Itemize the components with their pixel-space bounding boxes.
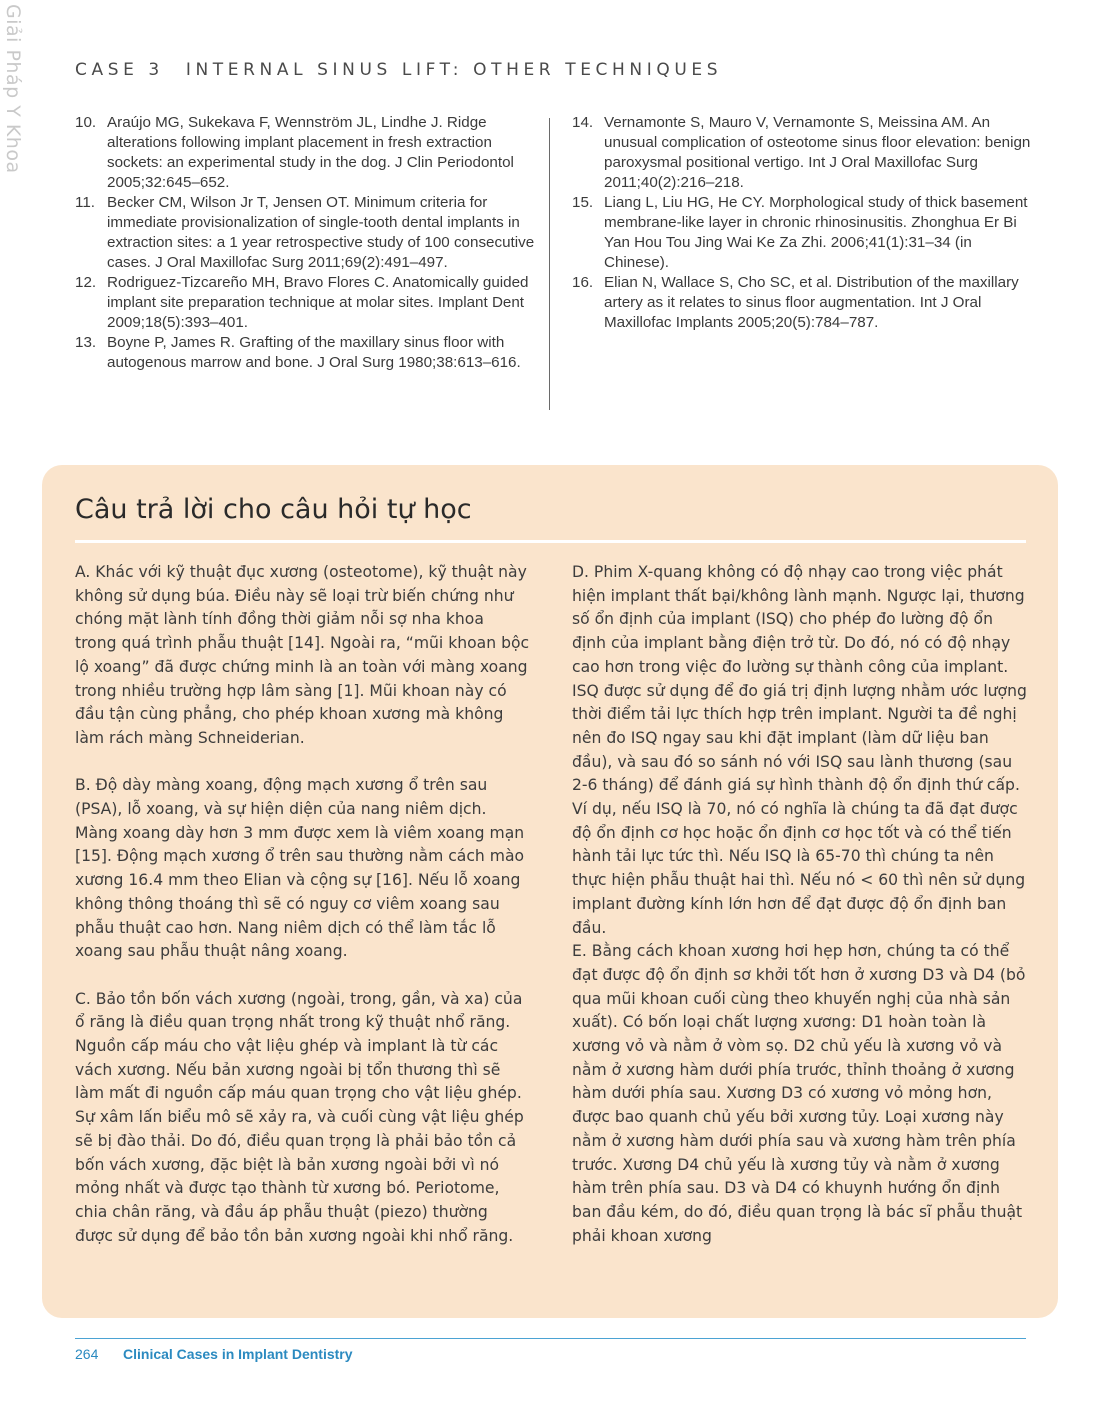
answers-left-column (75, 561, 530, 1248)
reference-item (572, 193, 1032, 273)
reference-item (572, 113, 1032, 193)
answer-c: C. Bảo tồn bốn vách xương (ngoài, trong, gần, và xa) của ổ răng là điều quan trọng nhất trong kỹ thuật nhổ răng. Nguồn cấp máu cho vật liệu ghép và implant là từ các vách xương. Nếu bản xương ngoài bị tổn thương thì sẽ làm mất đi nguồn cấp máu quan trọng cho vật liệu ghép. Sự xâm lấn biểu mô sẽ xảy ra, và cuối cùng vật liệu ghép sẽ bị đào thải. Do đó, điều quan trọng là phải bảo tồn cả bốn vách xương, đặc biệt là bản xương ngoài bởi vì nó mỏng nhất và được tạo thành từ xương bó. Periotome, chia chân răng, và đầu áp phẫu thuật (piezo) thường được sử dụng để bảo tồn bản xương ngoài khi nhổ răng. (75, 989, 524, 1245)
reference-number: 12. (75, 274, 97, 291)
reference-text: Rodriguez-Tizcareño MH, Bravo Flores C. Anatomically guided implant site preparation technique at molar sites. Implant Dent 2009;18(5):393–401. (107, 274, 529, 331)
reference-text: Becker CM, Wilson Jr T, Jensen OT. Minimum criteria for immediate provisionalization of single-tooth dental implants in extraction sites: a 1 year retrospective study of 100 consecutive cases. J Oral Maxillofac Surg 2011;69(2):491–497. (107, 194, 535, 271)
reference-number: 15. (572, 194, 594, 211)
answer-d: D. Phim X-quang không có độ nhạy cao trong việc phát hiện implant thất bại/không lành mạnh. Ngược lại, thương số ổn định của implant (ISQ) cho phép đo lường độ ổn định của implant bằng điện trở từ. Do đó, nó có độ nhạy cao hơn trong việc đo lường sự thành công của implant. ISQ được sử dụng để đo giá trị định lượng nhằm ước lượng thời điểm tải lực thích hợp trên implant. Người ta đề nghị nên đo ISQ ngay sau khi đặt implant (làm dữ liệu ban đầu), và sau đó so sánh nó với ISQ sau lành thương (sau 2-6 tháng) để đánh giá sự hình thành độ ổn định thứ cấp. Ví dụ, nếu ISQ là 70, nó có nghĩa là chúng ta đã đạt được độ ổn định cơ học hoặc ổn định cơ học tốt và có thể tiến hành tải lực tức thì. Nếu ISQ là 65-70 thì chúng ta nên thực hiện phẫu thuật hai thì. Nếu nó < 60 thì nên sử dụng implant đường kính lớn hơn để đạt được độ ổn định ban đầu. (572, 563, 1027, 937)
page-number: 264 (75, 1346, 99, 1362)
reference-text: Elian N, Wallace S, Cho SC, et al. Distribution of the maxillary artery as it relates to sinus floor augmentation. Int J Oral Maxillofac Implants 2005;20(5):784–787. (604, 274, 1019, 331)
answers-right-column (572, 561, 1027, 1248)
case-label: CASE 3 (75, 60, 164, 80)
reference-number: 11. (75, 194, 95, 211)
book-title: Clinical Cases in Implant Dentistry (123, 1346, 353, 1362)
answer-a: A. Khác với kỹ thuật đục xương (osteotome), kỹ thuật này không sử dụng búa. Điều này sẽ loại trừ biến chứng như chóng mặt lành tính đồng thời giảm nỗi sợ nha khoa trong quá trình phẫu thuật [14]. Ngoài ra, “mũi khoan bộc lộ xoang” đã được chứng minh là an toàn với màng xoang trong nhiều trường hợp lâm sàng [1]. Mũi khoan này có đầu tận cùng phẳng, cho phép khoan xương mà không làm rách màng Schneiderian. (75, 563, 530, 747)
reference-item (75, 333, 535, 373)
answer-b: B. Độ dày màng xoang, động mạch xương ổ trên sau (PSA), lỗ xoang, và sự hiện diện của nang niêm dịch. Màng xoang dày hơn 3 mm được xem là viêm xoang mạn [15]. Động mạch xương ổ trên sau thường nằm cách mào xương 16.4 mm theo Elian và cộng sự [16]. Nếu lỗ xoang không thông thoáng thì sẽ có nguy cơ viêm xoang sau phẫu thuật cao hơn. Nang niêm dịch có thể làm tắc lỗ xoang sau phẫu thuật nâng xoang. (75, 776, 525, 961)
reference-number: 10. (75, 114, 97, 131)
reference-item (572, 273, 1032, 333)
answer-e: E. Bằng cách khoan xương hơi hẹp hơn, chúng ta có thể đạt được độ ổn định sơ khởi tốt hơn ở xương D3 và D4 (bỏ qua mũi khoan cuối cùng theo khuyến nghị của nhà sản xuất). Có bốn loại chất lượng xương: D1 hoàn toàn là xương vỏ và nằm ở vòm sọ. D2 chủ yếu là xương vỏ và nằm ở xương hàm dưới phía trước, thỉnh thoảng ở xương hàm dưới phía sau. Xương D3 có xương vỏ mỏng hơn, được bao quanh chủ yếu bởi xương tủy. Loại xương này nằm ở xương hàm dưới phía sau và xương hàm trên phía trước. Xương D4 chủ yếu là xương tủy và nằm ở xương hàm trên phía sau. D3 và D4 có khuynh hướng ổn định ban đầu kém, do đó, điều quan trọng là bác sĩ phẫu thuật phải khoan xương (572, 942, 1026, 1245)
footer-rule (75, 1338, 1026, 1339)
reference-text: Vernamonte S, Mauro V, Vernamonte S, Meissina AM. An unusual complication of osteotome sinus floor elevation: benign paroxysmal positional vertigo. Int J Oral Maxillofac Surg 2011;40(2):216–218. (604, 114, 1031, 191)
column-divider (549, 118, 550, 410)
reference-text: Boyne P, James R. Grafting of the maxillary sinus floor with autogenous marrow and bone. J Oral Surg 1980;38:613–616. (107, 334, 521, 371)
answers-title: Câu trả lời cho câu hỏi tự học (75, 494, 472, 525)
running-header (75, 60, 722, 80)
title-underline (75, 540, 1026, 543)
reference-item (75, 193, 535, 273)
section-title: INTERNAL SINUS LIFT: OTHER TECHNIQUES (185, 60, 723, 80)
references-left-column (75, 113, 535, 373)
reference-text: Araújo MG, Sukekava F, Wennström JL, Lindhe J. Ridge alterations following implant placement in fresh extraction sockets: an experimental study in the dog. J Clin Periodontol 2005;32:645–652. (107, 114, 514, 191)
reference-number: 14. (572, 114, 594, 131)
reference-item (75, 113, 535, 193)
reference-text: Liang L, Liu HG, He CY. Morphological study of thick basement membrane-like layer in chronic rhinosinusitis. Zhonghua Er Bi Yan Hou Tou Jing Wai Ke Za Zhi. 2006;41(1):31–34 (in Chinese). (604, 194, 1028, 271)
reference-number: 16. (572, 274, 594, 291)
reference-item (75, 273, 535, 333)
references-right-column (572, 113, 1032, 333)
reference-number: 13. (75, 334, 97, 351)
watermark-text: Giải Pháp Y Khoa (2, 4, 24, 174)
